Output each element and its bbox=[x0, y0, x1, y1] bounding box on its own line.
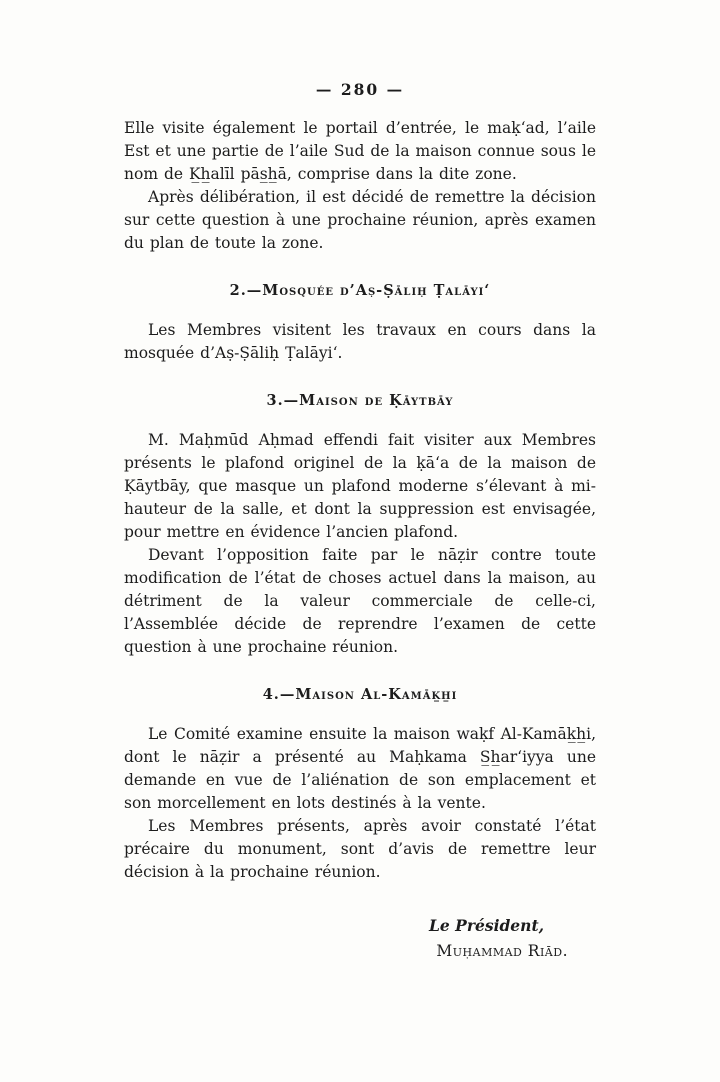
paragraph: Les Membres visitent les travaux en cours dans la mosquée d’Aṣ-Ṣāliḥ Ṭalāyi‘. bbox=[124, 321, 596, 362]
paragraph: Le Comité examine ensuite la maison waḳf Al-Kamāk̲h̲i, dont le nāẓir a présenté au Maḥkama S̲h̲ar‘iyya une demande en vue de l’aliénation de son emplacement et son morcellement en lots destinés à la vente. bbox=[124, 725, 596, 812]
paragraph: Les Membres présents, après avoir constaté l’état précaire du monument, sont d’avis de remettre leur décision à la prochaine réunion. bbox=[124, 817, 596, 881]
section-heading-maison-al-kamakhi: 4.—Maison Al-Kamāk̲h̲i bbox=[262, 686, 458, 703]
signature-block bbox=[124, 914, 596, 964]
paragraph: M. Maḥmūd Aḥmad effendi fait visiter aux Membres présents le plafond originel de la ḳā‘a de la maison de Ḳāytbāy, que masque un plafond moderne s’élevant à mi-hauteur de la salle, et dont la suppression est envisagée, pour mettre en évidence l’ancien plafond. bbox=[124, 431, 596, 541]
paragraph: Après délibération, il est décidé de remettre la décision sur cette question à une prochaine réunion, après examen du plan de toute la zone. bbox=[124, 188, 596, 252]
section-heading-maison-de-kaytbay: 3.—Maison de Ḳāytbāy bbox=[266, 392, 454, 409]
paragraph-continuation: Elle visite également le portail d’entrée, le maḳ‘ad, l’aile Est et une partie de l’aile Sud de la maison connue sous le nom de K̲h̲alīl pās̲h̲ā, comprise dans la dite zone. bbox=[124, 119, 596, 183]
paragraph: Devant l’opposition faite par le nāẓir contre toute modification de l’état de choses actuel dans la maison, au détriment de la valeur commerciale de celle-ci, l’Assemblée décide de reprendre l’examen de cette question à une prochaine réunion. bbox=[124, 546, 596, 656]
page-number: — 280 — bbox=[315, 80, 405, 99]
section-heading-mosquee-as-salih-talayi: 2.—Mosquée d’Aṣ-Ṣāliḥ Ṭalāyi‘ bbox=[229, 282, 491, 299]
signature-title: Le Président, bbox=[429, 916, 544, 935]
signature-name: Muḥammad Riād. bbox=[436, 942, 568, 960]
